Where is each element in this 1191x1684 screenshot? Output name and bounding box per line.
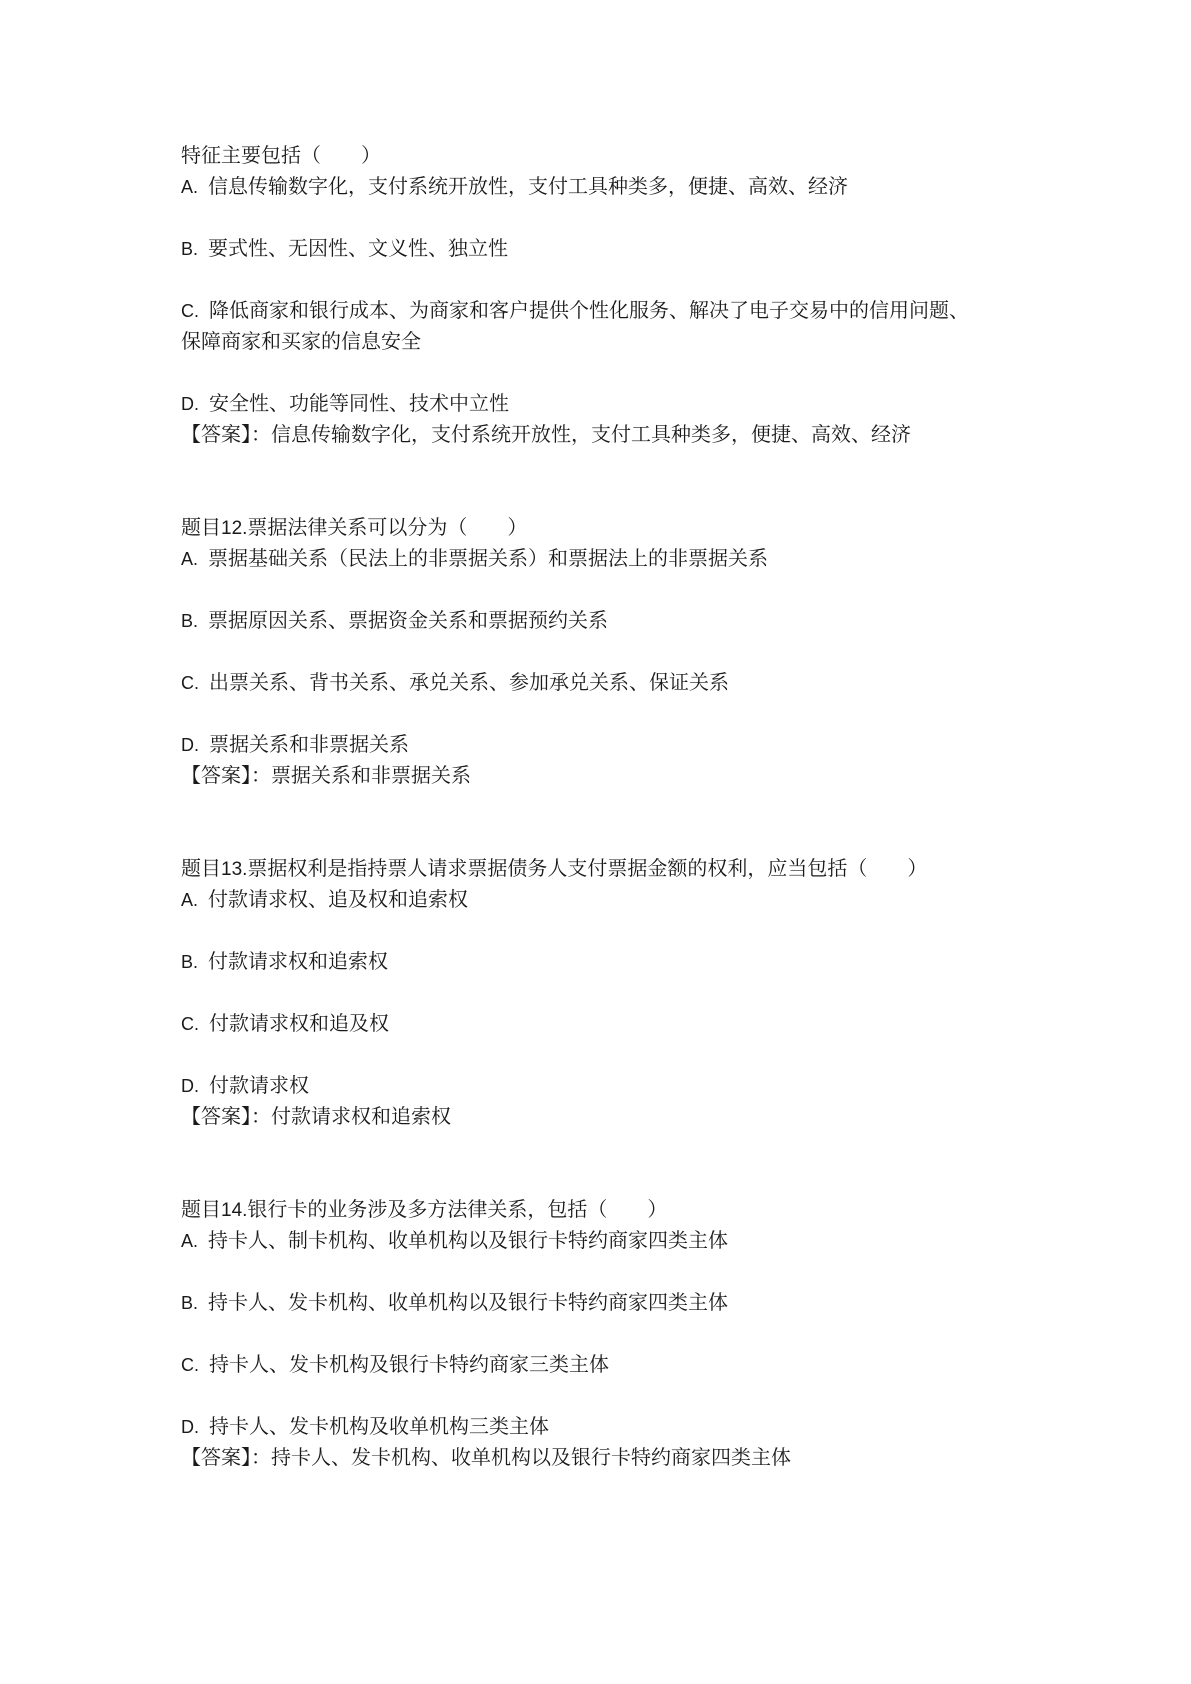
option-text: 持卡人、发卡机构及收单机构三类主体 — [209, 1414, 549, 1438]
answer-line — [181, 1101, 1081, 1132]
answer-label: 【答案】： — [181, 763, 271, 787]
question-stem: 特征主要包括（ ） — [181, 143, 381, 167]
option-c — [181, 1349, 1081, 1380]
option-letter: D. — [181, 394, 199, 414]
option-text: 要式性、无因性、文义性、独立性 — [208, 236, 509, 260]
question-text: 银行卡的业务涉及多方法律关系，包括（ ） — [247, 1197, 668, 1221]
option-letter: B. — [181, 239, 199, 259]
option-text: 降低商家和银行成本、为商家和客户提供个性化服务、解决了电子交易中的信用问题、 — [209, 298, 969, 322]
answer-label: 【答案】： — [181, 1104, 271, 1128]
question-prefix: 题目 — [181, 856, 221, 880]
answer-line — [181, 1442, 1081, 1473]
answer-text: 持卡人、发卡机构、收单机构以及银行卡特约商家四类主体 — [271, 1445, 791, 1469]
option-letter: D. — [181, 1076, 199, 1096]
option-letter: B. — [181, 1293, 199, 1313]
option-text: 保障商家和买家的信息安全 — [181, 329, 421, 353]
option-d — [181, 388, 1081, 419]
option-b — [181, 1287, 1081, 1318]
option-text: 付款请求权和追索权 — [208, 949, 389, 973]
question-number: 14. — [221, 1200, 248, 1221]
question-block — [181, 1194, 1081, 1473]
option-a — [181, 1225, 1081, 1256]
option-c — [181, 1008, 1081, 1039]
answer-line — [181, 419, 1081, 450]
question-text: 票据法律关系可以分为（ ） — [247, 515, 528, 539]
option-letter: B. — [181, 952, 199, 972]
option-text: 持卡人、制卡机构、收单机构以及银行卡特约商家四类主体 — [208, 1228, 729, 1252]
answer-line — [181, 760, 1081, 791]
option-text: 票据原因关系、票据资金关系和票据预约关系 — [208, 608, 609, 632]
option-text: 票据关系和非票据关系 — [209, 732, 409, 756]
question-block — [181, 512, 1081, 791]
question-prefix: 题目 — [181, 1197, 221, 1221]
option-letter: C. — [181, 1014, 199, 1034]
option-letter: D. — [181, 1417, 199, 1437]
option-b — [181, 233, 1081, 264]
question-number: 13. — [221, 859, 248, 880]
option-d — [181, 1411, 1081, 1442]
question-block — [181, 853, 1081, 1132]
option-d — [181, 1070, 1081, 1101]
answer-label: 【答案】： — [181, 422, 271, 446]
option-letter: A. — [181, 1231, 199, 1251]
option-text: 安全性、功能等同性、技术中立性 — [209, 391, 509, 415]
option-text: 持卡人、发卡机构及银行卡特约商家三类主体 — [209, 1352, 609, 1376]
answer-text: 付款请求权和追索权 — [271, 1104, 451, 1128]
option-a — [181, 543, 1081, 574]
answer-label: 【答案】： — [181, 1445, 271, 1469]
option-letter: C. — [181, 301, 199, 321]
answer-text: 票据关系和非票据关系 — [271, 763, 471, 787]
option-a — [181, 171, 1081, 202]
option-text: 付款请求权和追及权 — [209, 1011, 389, 1035]
document-page — [181, 140, 1081, 1473]
option-text: 信息传输数字化，支付系统开放性，支付工具种类多，便捷、高效、经济 — [208, 174, 849, 198]
option-letter: C. — [181, 1355, 199, 1375]
option-text: 付款请求权 — [209, 1073, 309, 1097]
question-stem — [181, 853, 1081, 884]
option-b — [181, 605, 1081, 636]
question-text: 票据权利是指持票人请求票据债务人支付票据金额的权利，应当包括（ ） — [247, 856, 928, 880]
option-c — [181, 667, 1081, 698]
option-c — [181, 295, 1081, 326]
question-stem — [181, 1194, 1081, 1225]
question-stem — [181, 512, 1081, 543]
option-b — [181, 946, 1081, 977]
option-letter: B. — [181, 611, 199, 631]
option-letter: A. — [181, 890, 199, 910]
option-c-continued — [181, 326, 1081, 357]
question-prefix: 题目 — [181, 515, 221, 539]
option-letter: A. — [181, 549, 199, 569]
question-block — [181, 140, 1081, 450]
option-text: 出票关系、背书关系、承兑关系、参加承兑关系、保证关系 — [209, 670, 729, 694]
option-letter: C. — [181, 673, 199, 693]
option-text: 付款请求权、追及权和追索权 — [208, 887, 469, 911]
option-letter: A. — [181, 177, 199, 197]
question-number: 12. — [221, 518, 248, 539]
answer-text: 信息传输数字化，支付系统开放性，支付工具种类多，便捷、高效、经济 — [271, 422, 911, 446]
option-letter: D. — [181, 735, 199, 755]
option-a — [181, 884, 1081, 915]
option-d — [181, 729, 1081, 760]
option-text: 持卡人、发卡机构、收单机构以及银行卡特约商家四类主体 — [208, 1290, 729, 1314]
option-text: 票据基础关系（民法上的非票据关系）和票据法上的非票据关系 — [208, 546, 769, 570]
